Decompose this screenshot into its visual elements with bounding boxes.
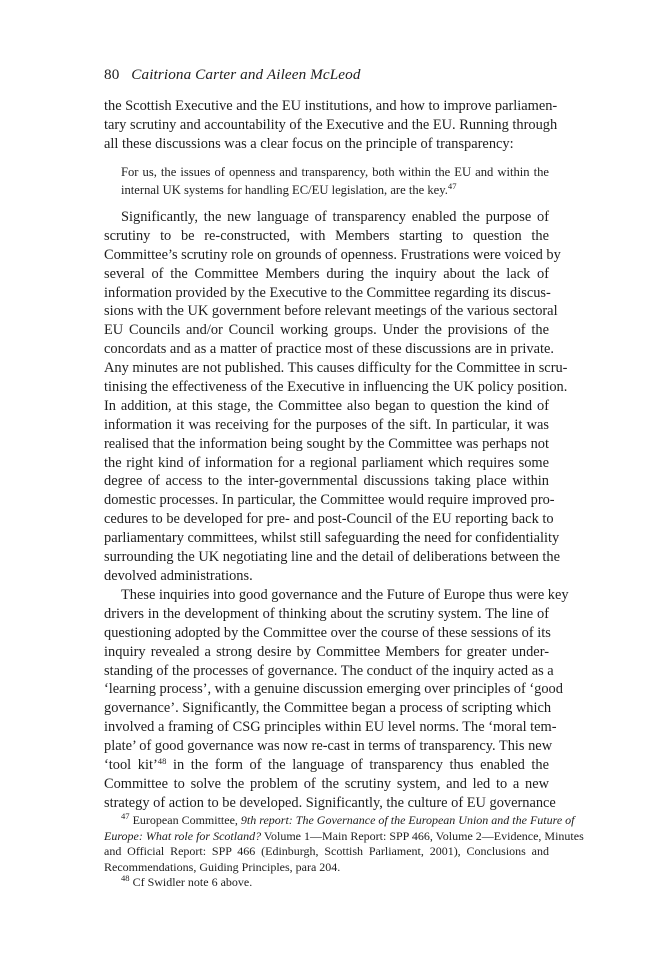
- report-title: Europe: What role for Scotland?: [104, 828, 262, 843]
- text-line: scrutiny to be re-constructed, with Members starting to question the: [104, 227, 549, 244]
- text-line: Significantly, the new language of transparency enabled the purpose of: [121, 209, 549, 225]
- footnotes: [104, 811, 584, 891]
- footnote-ref-48[interactable]: 48: [157, 756, 167, 767]
- text-line: devolved administrations.: [104, 567, 253, 584]
- text-line: strategy of action to be developed. Significantly, the culture of EU governance: [104, 794, 556, 811]
- text-line: tary scrutiny and accountability of the Executive and the EU. Running through: [104, 116, 558, 133]
- text-line: governance’. Significantly, the Committee began a process of scripting which: [104, 700, 552, 717]
- text-line: information it was receiving for the purposes of the sift. In particular, it was: [104, 416, 549, 433]
- footnote-text: Cf Swidler note 6 above.: [129, 875, 253, 890]
- footnote-ref-47[interactable]: 47: [447, 181, 457, 191]
- text-line: Any minutes are not published. This causes difficulty for the Committee in scru-: [104, 360, 568, 377]
- text-line: drivers in the development of thinking about the scrutiny system. The line of: [104, 605, 549, 622]
- text-line: [104, 756, 549, 775]
- footnote-text: European Committee,: [129, 813, 241, 827]
- paragraph-intro: [104, 97, 558, 154]
- block-quote: [104, 163, 549, 199]
- quote-line: [104, 181, 549, 199]
- text-line: plate’ of good governance was now re-cast in terms of transparency. This new: [104, 738, 553, 755]
- text-line: standing of the processes of governance. The conduct of the inquiry acted as a: [104, 662, 554, 679]
- text-line: the Scottish Executive and the EU institutions, and how to improve parliamen-: [104, 98, 558, 114]
- report-title: 9th report: The Governance of the European Union and the Future of: [240, 813, 575, 827]
- footnote-47-line: [104, 828, 584, 845]
- text-line: EU Councils and/or Council working groups. Under the provisions of the: [104, 322, 549, 339]
- text-line: concordats and as a matter of practice most of these discussions are in private.: [104, 341, 554, 358]
- footnote-number: 47: [121, 811, 130, 821]
- footnote-47: [104, 811, 575, 829]
- footnote-48: [104, 875, 549, 891]
- text-line: surrounding the UK negotiating line and the detail of deliberations between the: [104, 549, 560, 566]
- text-line: inquiry revealed a strong desire by Committee Members for greater under-: [104, 643, 549, 660]
- text-line: cedures to be developed for pre- and post-Council of the EU reporting back to: [104, 511, 554, 528]
- paragraph-significantly: [104, 208, 568, 586]
- text-line: sions with the UK government before relevant meetings of the various sectoral: [104, 303, 558, 320]
- footnote-47-line: Recommendations, Guiding Principles, para 204.: [104, 859, 341, 874]
- footnote-number: 48: [121, 873, 130, 884]
- text-line: all these discussions was a clear focus on the principle of transparency:: [104, 135, 514, 152]
- paragraph-inquiries: [104, 586, 569, 813]
- text-line: parliamentary committees, whilst still safeguarding the need for confidentiality: [104, 530, 560, 547]
- text-line: These inquiries into good governance and the Future of Europe thus were key: [121, 587, 569, 603]
- quote-line: For us, the issues of openness and transparency, both within the EU and within the: [121, 165, 549, 179]
- footnote-47-line: and Official Report: SPP 466 (Edinburgh, Scottish Parliament, 2001), Conclusions and: [104, 844, 549, 859]
- text-line: ‘learning process’, with a genuine discussion emerging over principles of ‘good: [104, 681, 563, 698]
- text-line: questioning adopted by the Committee over the course of these sessions of its: [104, 624, 551, 641]
- text-line: Committee to solve the problem of the scrutiny system, and led to a new: [104, 775, 549, 792]
- page-number: 80: [104, 66, 120, 83]
- tool-kit-text: ‘tool kit’: [104, 757, 158, 774]
- running-head: [104, 66, 361, 84]
- text-line: Committee’s scrutiny role on grounds of openness. Frustrations were voiced by: [104, 246, 561, 263]
- text-line: involved a framing of CSG principles within EU level norms. The ‘moral tem-: [104, 719, 557, 736]
- text-line: tinising the effectiveness of the Executive in influencing the UK policy position.: [104, 379, 568, 396]
- text-line: information provided by the Executive to the Committee regarding its discus-: [104, 284, 551, 301]
- text-line: realised that the information being sought by the Committee was perhaps not: [104, 435, 549, 452]
- text-line: the right kind of information for a regional parliament which requires some: [104, 454, 549, 471]
- text-line: several of the Committee Members during the inquiry about the lack of: [104, 265, 549, 282]
- quote-text: internal UK systems for handling EC/EU legislation, are the key.: [121, 183, 448, 197]
- text-line: domestic processes. In particular, the Committee would require improved pro-: [104, 492, 555, 509]
- text-line: degree of access to the inter-governmental discussions taking place within: [104, 473, 549, 490]
- text-line: In addition, at this stage, the Committee also began to question the kind of: [104, 397, 549, 414]
- chapter-authors: Caitriona Carter and Aileen McLeod: [131, 66, 361, 83]
- tool-kit-continuation: in the form of the language of transparency thus enabled the: [166, 757, 549, 774]
- footnote-text: Volume 1—Main Report: SPP 466, Volume 2—Evidence, Minutes: [261, 828, 584, 843]
